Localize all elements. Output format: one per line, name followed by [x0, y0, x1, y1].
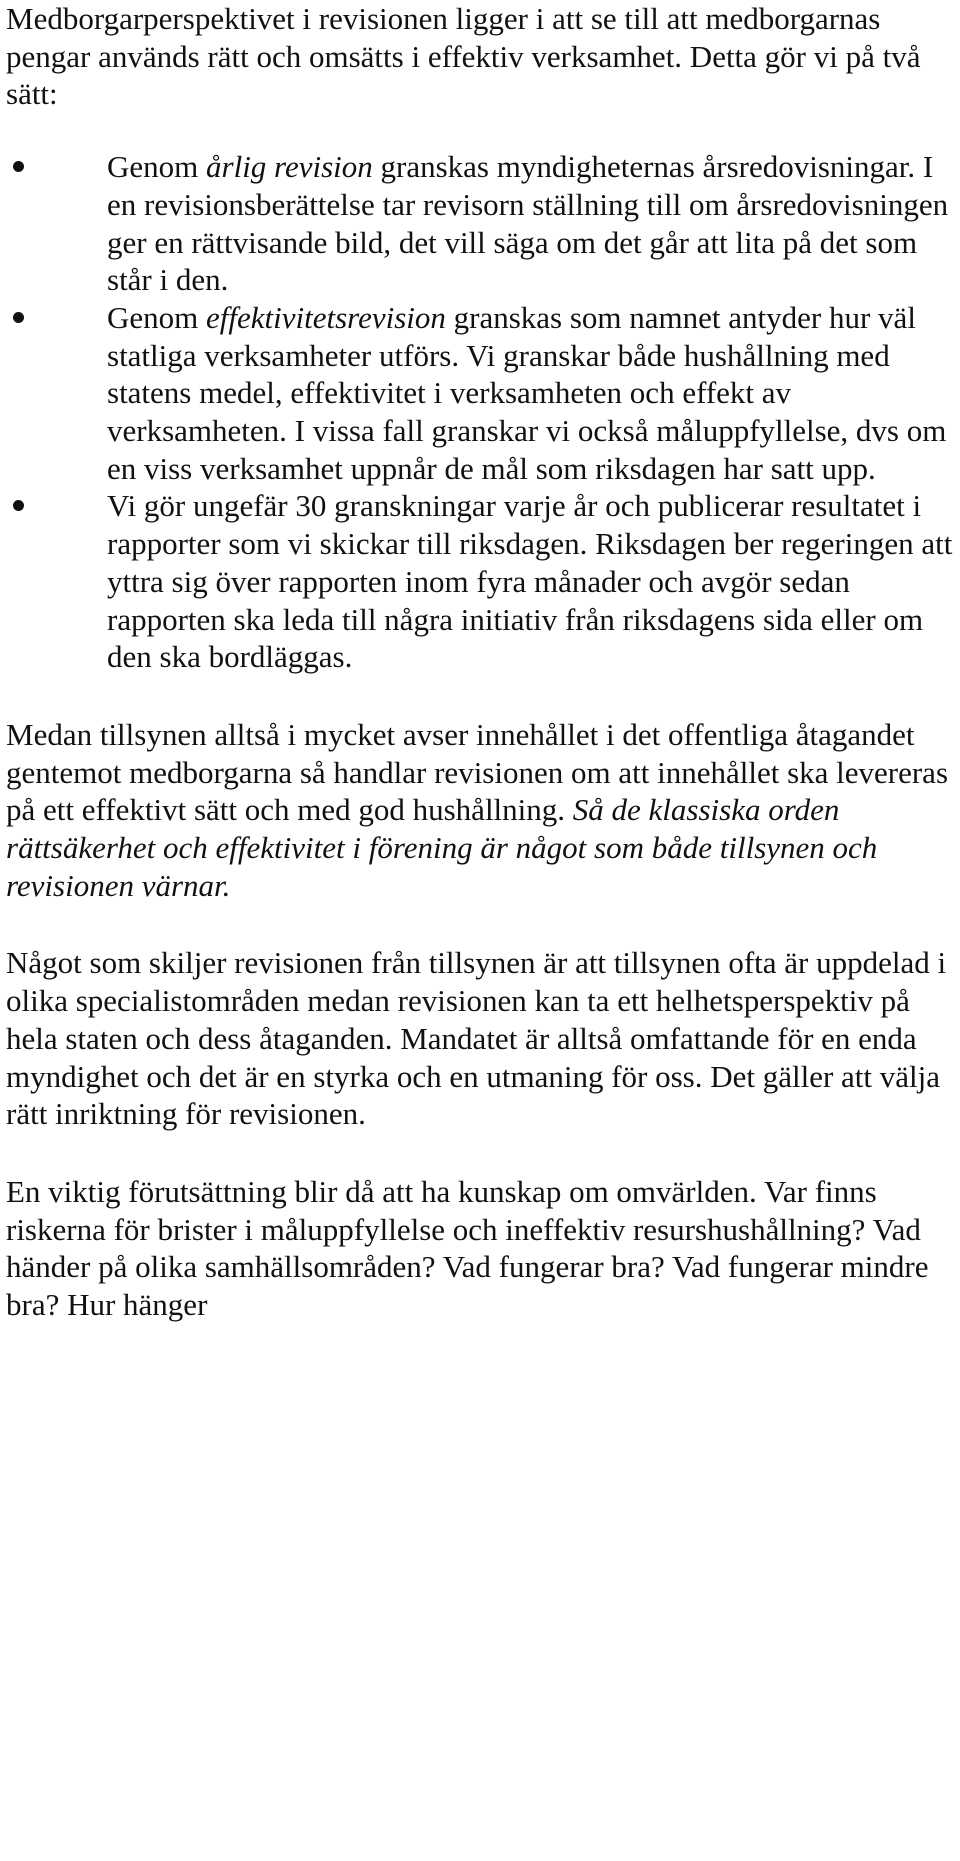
bullet-item-performance-audit: [6, 299, 956, 488]
bullet-item-reviews: [6, 487, 956, 676]
paragraph-prerequisite: En viktig förutsättning blir då att ha kunskap om omvärlden. Var finns riskerna för brister i måluppfyllelse och ineffektiv resurshushållning? Vad händer på olika samhällsområden? Vad fungerar bra? Vad fungerar mindre bra? Hur hänger: [6, 1173, 929, 1323]
bullet-dot-icon: [13, 500, 24, 511]
document-page: [6, 0, 956, 1324]
bullet-text-after: granskas som namnet antyder hur väl statliga verksamheter utförs. Vi granskar både hushållning med statens medel, effektivitet i verksamheten och effekt av verksamheten. I vissa fall granskar vi också måluppfyllelse, dvs om en viss verksamhet uppnår de mål som riksdagen har satt upp.: [107, 299, 947, 486]
paragraph-difference: Något som skiljer revisionen från tillsynen är att tillsynen ofta är uppdelad i olika specialistområden medan revisionen kan ta ett helhetsperspektiv på hela staten och dess åtaganden. Mandatet är alltså omfattande för en enda myndighet och det är en styrka och en utmaning för oss. Det gäller att välja rätt inriktning för revisionen.: [6, 945, 947, 1132]
bullet-text: Vi gör ungefär 30 granskningar varje år och publicerar resultatet i rapporter som vi skickar till riksdagen. Riksdagen ber regeringen att yttra sig över rapporten inom fyra månader och avgör sedan rapporten ska leda till några initiativ från riksdagens sida eller om den ska bordläggas.: [107, 488, 953, 675]
bullet-dot-icon: [13, 312, 24, 323]
intro-paragraph: Medborgarperspektivet i revisionen ligger i att se till att medborgarnas pengar används rätt och omsätts i effektiv verksamhet. Detta gör vi på två sätt:: [6, 1, 921, 112]
paragraph-text: Medan tillsynen alltså i mycket avser innehållet i det offentliga åtagandet gentemot medborgarna så handlar revisionen om att innehållet ska levereras på ett effektivt sätt och med god hushållning.: [6, 716, 949, 828]
bullet-text-before: Genom: [107, 299, 207, 335]
bullet-dot-icon: [13, 161, 24, 172]
bullet-item-annual-audit: [6, 148, 956, 299]
paragraph-supervision-vs-audit: [6, 716, 956, 905]
bullet-text-before: Genom: [107, 149, 207, 185]
bullet-emphasis: effektivitetsrevision: [206, 299, 446, 335]
paragraph-emphasis: Så de klassiska orden rättsäkerhet och effektivitet i förening är något som både tillsynen och revisionen värnar.: [6, 792, 878, 903]
bullet-list: [6, 148, 956, 676]
bullet-emphasis: årlig revision: [206, 149, 373, 185]
bullet-text-after: granskas myndigheternas årsredovisningar. I en revisionsberättelse tar revisorn ställning till om årsredovisningen ger en rättvisande bild, det vill säga om det går att lita på det som står i den.: [107, 149, 949, 298]
